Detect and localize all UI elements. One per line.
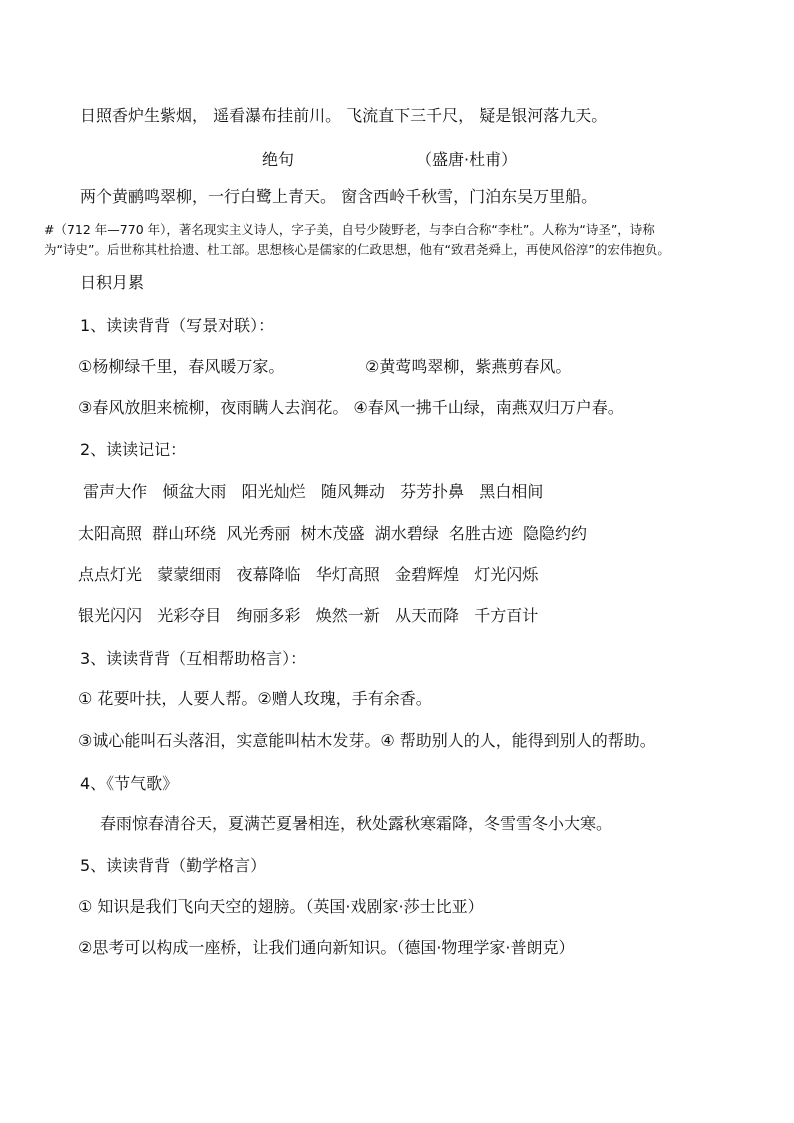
s1-row2: ③春风放胆来梳柳，夜雨瞒人去润花。 ④春风一拂千山绿，南燕双归万户春。 [78, 398, 624, 417]
s5-heading: 5、读读背背（勤学格言） [80, 856, 267, 875]
s1-row1-a: ①杨柳绿千里，春风暖万家。 [78, 357, 285, 376]
s2-row-3: 点点灯光 蒙蒙细雨 夜幕降临 华灯高照 金碧辉煌 灯光闪烁 [78, 565, 539, 584]
poem-1-line: 日照香炉生紫烟， 遥看瀑布挂前川。 飞流直下三千尺， 疑是银河落九天。 [80, 106, 608, 125]
s5-row-2: ②思考可以构成一座桥，让我们通向新知识。（德国·物理学家·普朗克） [78, 938, 575, 957]
s1-heading: 1、读读背背（写景对联）： [80, 316, 275, 335]
section-title: 日积月累 [80, 273, 145, 292]
s2-row-4: 银光闪闪 光彩夺目 绚丽多彩 焕然一新 从天而降 千方百计 [78, 606, 539, 625]
poem-2-line: 两个黄鹂鸣翠柳，一行白鹭上青天。 窗含西岭千秋雪，门泊东吴万里船。 [80, 187, 598, 206]
s3-row-2: ③诚心能叫石头落泪，实意能叫枯木发芽。④ 帮助别人的人，能得到别人的帮助。 [78, 731, 656, 750]
author-note-line-2: 为“诗史”。后世称其杜拾遗、杜工部。思想核心是儒家的仁政思想，他有“致君尧舜上，再使风俗淳”的宏伟抱负。 [44, 242, 670, 257]
s2-heading: 2、读读记记： [80, 440, 187, 459]
s2-row-1: 雷声大作 倾盆大雨 阳光灿烂 随风舞动 芬芳扑鼻 黑白相间 [78, 482, 544, 501]
s5-row-1: ① 知识是我们飞向天空的翅膀。（英国·戏剧家·莎士比亚） [78, 897, 484, 916]
s2-row-2: 太阳高照 群山环绕 风光秀丽 树木茂盛 湖水碧绿 名胜古迹 隐隐约约 [78, 524, 588, 543]
s3-row-1: ① 花要叶扶，人要人帮。②赠人玫瑰，手有余香。 [78, 689, 432, 708]
poem-2-author: （盛唐·杜甫） [416, 150, 518, 169]
s3-heading: 3、读读背背（互相帮助格言）： [80, 649, 307, 668]
s4-line: 春雨惊春清谷天，夏满芒夏暑相连，秋处露秋寒霜降，冬雪雪冬小大寒。 [100, 814, 613, 833]
s1-row1-b: ②黄莺鸣翠柳，紫燕剪春风。 [365, 357, 572, 376]
s4-heading: 4、《节气歌》 [80, 774, 179, 793]
poem-2-title: 绝句 [262, 150, 295, 169]
author-note-line-1: #（712 年—770 年），著名现实主义诗人，字子美，自号少陵野老，与李白合称“李杜”。人称为“诗圣”，诗称 [44, 222, 655, 237]
